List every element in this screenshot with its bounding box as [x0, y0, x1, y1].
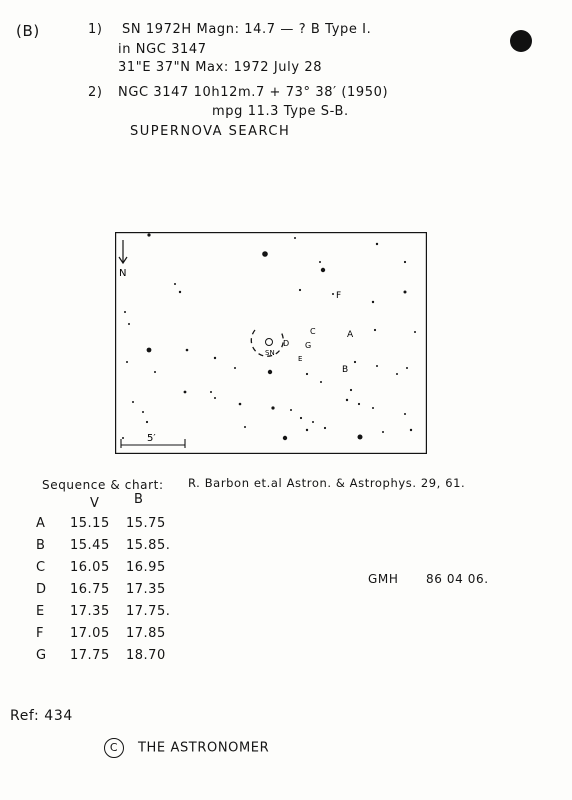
star-dot	[406, 367, 408, 369]
star-dot	[290, 409, 292, 411]
v-magnitude: 17.05	[70, 626, 110, 641]
b-magnitude: 15.75	[126, 516, 166, 531]
sequence-source-reference: R. Barbon et.al Astron. & Astrophys. 29, 61.	[188, 476, 466, 490]
finder-chart	[115, 232, 427, 454]
star-dot	[154, 371, 156, 373]
v-magnitude: 17.75	[70, 648, 110, 663]
star-dot	[214, 357, 216, 359]
star-label-b: B	[342, 365, 349, 375]
star-dot	[126, 361, 128, 363]
star-dot	[214, 397, 216, 399]
star-label-c: C	[310, 327, 316, 336]
star-id: A	[36, 516, 46, 531]
supernova-marker	[266, 339, 273, 346]
copyright-line	[104, 738, 269, 758]
star-dot	[234, 367, 236, 369]
b-magnitude: 15.85.	[126, 538, 171, 553]
star-dot	[184, 391, 187, 394]
reference-number: Ref: 434	[10, 708, 73, 724]
scale-bar	[121, 433, 185, 448]
star-dot	[332, 293, 334, 295]
star-dot	[319, 261, 321, 263]
star-dot	[414, 331, 416, 333]
star-id: D	[36, 582, 47, 597]
star-dot	[372, 301, 374, 303]
star-dot	[124, 311, 126, 313]
star-dot	[186, 349, 189, 352]
star-dot	[306, 429, 308, 431]
v-magnitude: 17.35	[70, 604, 110, 619]
scale-label: 5′	[147, 433, 156, 444]
star-dot	[376, 365, 378, 367]
star-id: E	[36, 604, 45, 619]
star-dot	[321, 268, 325, 272]
v-magnitude: 16.05	[70, 560, 110, 575]
search-title: SUPERNOVA SEARCH	[130, 124, 291, 139]
column-b-header: B	[134, 492, 144, 507]
supernova-designation: SN 1972H Magn: 14.7 — ? B Type I.	[122, 22, 372, 37]
north-arrow	[119, 240, 127, 279]
star-dot	[358, 403, 360, 405]
star-dot	[210, 391, 212, 393]
star-label-d: D	[283, 339, 290, 348]
star-dot	[132, 401, 134, 403]
v-magnitude: 15.15	[70, 516, 110, 531]
star-label-a: A	[347, 330, 354, 340]
column-v-header: V	[90, 496, 100, 511]
star-dot	[404, 291, 407, 294]
star-dot	[262, 251, 268, 257]
star-field	[122, 233, 416, 440]
b-magnitude: 17.75.	[126, 604, 171, 619]
copyright-icon: C	[104, 738, 124, 758]
star-label-g: G	[305, 341, 312, 350]
page-label: (B)	[16, 22, 40, 40]
star-dot	[244, 426, 246, 428]
star-label-sn: SN	[265, 349, 275, 357]
star-id: G	[36, 648, 47, 663]
star-dot	[300, 417, 302, 419]
offset-and-maximum: 31"E 37"N Max: 1972 July 28	[118, 60, 323, 75]
star-dot	[283, 436, 287, 440]
star-dot	[294, 237, 296, 239]
star-dot	[382, 431, 384, 433]
star-dot	[147, 348, 152, 353]
b-magnitude: 17.85	[126, 626, 166, 641]
star-label-e: E	[298, 355, 303, 363]
star-dot	[404, 413, 406, 415]
b-magnitude: 17.35	[126, 582, 166, 597]
chart-frame	[116, 233, 427, 454]
star-dot	[128, 323, 130, 325]
star-dot	[142, 411, 144, 413]
host-galaxy-line: in NGC 3147	[118, 42, 207, 57]
star-dot	[299, 289, 301, 291]
star-dot	[268, 370, 272, 374]
star-dot	[147, 233, 150, 236]
star-dot	[306, 373, 308, 375]
star-id: F	[36, 626, 44, 641]
star-dot	[376, 243, 378, 245]
star-dot	[346, 399, 348, 401]
sequence-source-label: Sequence & chart:	[42, 478, 164, 492]
copyright-text: THE ASTRONOMER	[138, 740, 270, 756]
star-dot	[146, 421, 148, 423]
star-dot	[404, 261, 406, 263]
galaxy-magnitude-type: mpg 11.3 Type S-B.	[212, 104, 349, 119]
star-dot	[179, 291, 181, 293]
star-dot	[122, 437, 124, 439]
star-dot	[358, 435, 363, 440]
observation-date: 86 04 06.	[426, 572, 489, 586]
star-dot	[372, 407, 374, 409]
star-dot	[354, 361, 356, 363]
star-dot	[320, 381, 322, 383]
star-dot	[174, 283, 176, 285]
item-number-1: 1)	[88, 22, 103, 37]
star-dot	[374, 329, 376, 331]
galaxy-coordinates: NGC 3147 10h12m.7 + 73° 38′ (1950)	[118, 85, 389, 100]
star-dot	[239, 403, 242, 406]
north-label: N	[119, 268, 127, 279]
star-dot	[271, 406, 274, 409]
star-id: C	[36, 560, 46, 575]
b-magnitude: 16.95	[126, 560, 166, 575]
v-magnitude: 16.75	[70, 582, 110, 597]
star-id: B	[36, 538, 46, 553]
star-dot	[312, 421, 314, 423]
punch-hole-mark	[510, 30, 532, 52]
star-label-f: F	[336, 291, 342, 301]
star-dot	[324, 427, 326, 429]
v-magnitude: 15.45	[70, 538, 110, 553]
item-number-2: 2)	[88, 85, 103, 100]
star-dot	[396, 373, 398, 375]
b-magnitude: 18.70	[126, 648, 166, 663]
star-dot	[410, 429, 412, 431]
observer-initials: GMH	[368, 572, 399, 586]
star-dot	[350, 389, 352, 391]
